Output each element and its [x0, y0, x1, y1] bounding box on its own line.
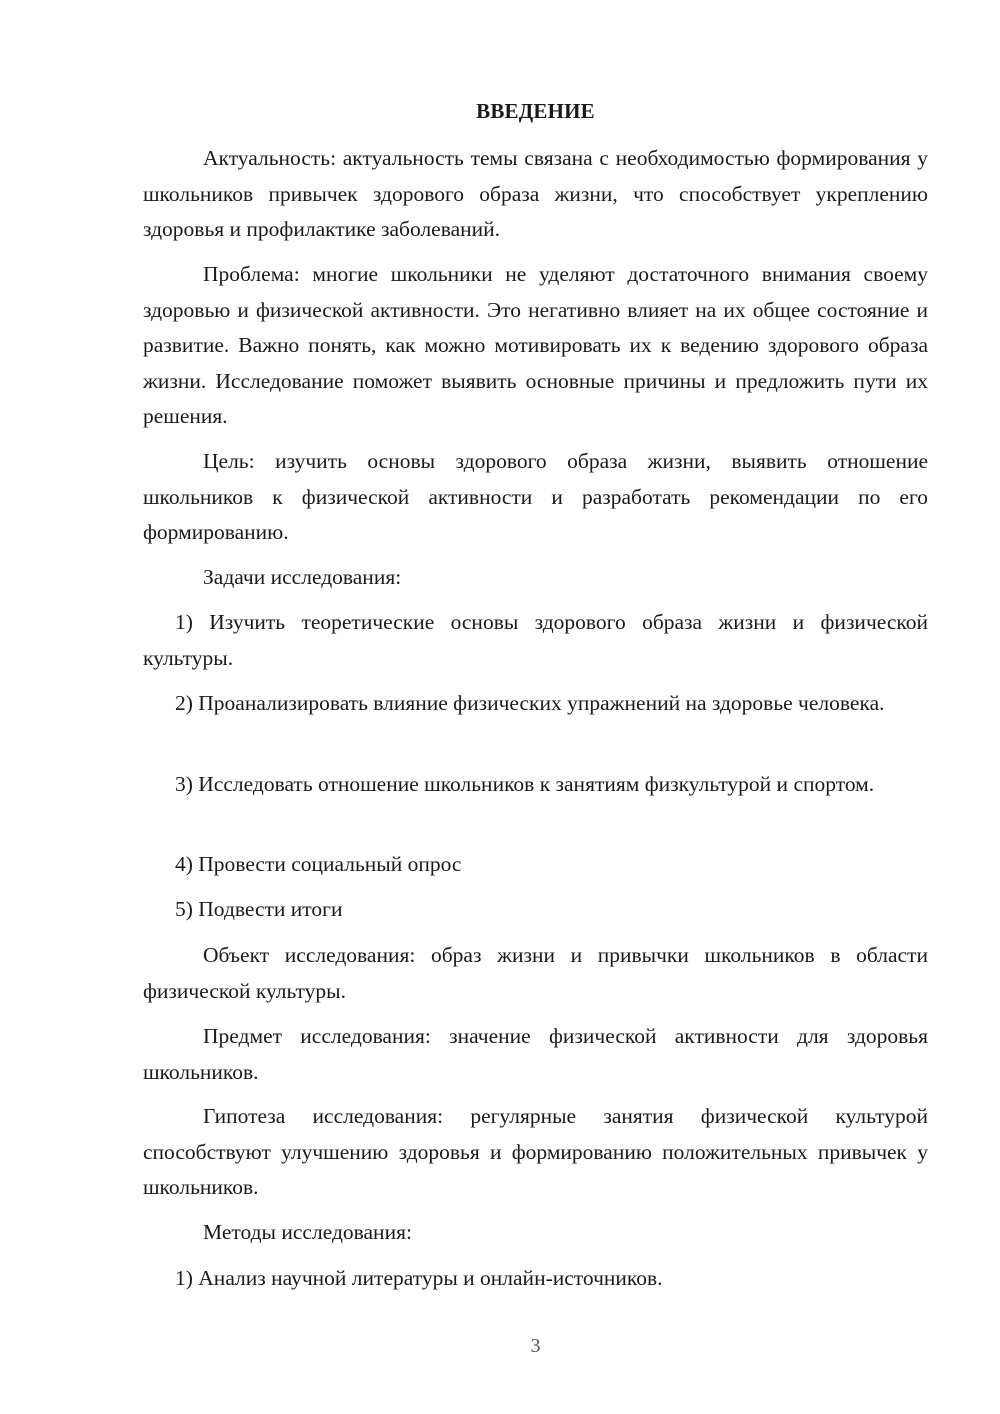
paragraph-hypothesis: Гипотеза исследования: регулярные занятия физической культурой способствуют улучшению здоровья и формированию положительных привычек у школьников. [143, 1104, 928, 1200]
list-item-task-2: 2) Проанализировать влияние физических упражнений на здоровье человека. [175, 691, 885, 715]
page-number: 3 [530, 1335, 541, 1357]
paragraph-subject: Предмет исследования: значение физической активности для здоровья школьников. [143, 1024, 928, 1084]
list-item-task-4: 4) Провести социальный опрос [175, 852, 462, 876]
paragraph-goal: Цель: изучить основы здорового образа жизни, выявить отношение школьников к физической активности и разработать рекомендации по его формированию. [143, 449, 928, 545]
paragraph-relevance: Актуальность: актуальность темы связана с необходимостью формирования у школьников привычек здорового образа жизни, что способствует укреплению здоровья и профилактике заболеваний. [143, 146, 928, 242]
paragraph-methods-heading: Методы исследования: [203, 1220, 412, 1244]
list-item-task-3: 3) Исследовать отношение школьников к занятиям физкультурой и спортом. [175, 772, 875, 796]
paragraph-object: Объект исследования: образ жизни и привычки школьников в области физической культуры. [143, 943, 928, 1003]
list-item-task-1: 1) Изучить теоретические основы здорового образа жизни и физической культуры. [143, 610, 928, 670]
document-page [143, 0, 928, 1414]
list-item-task-5: 5) Подвести итоги [175, 897, 343, 921]
paragraph-problem: Проблема: многие школьники не уделяют достаточного внимания своему здоровью и физической активности. Это негативно влияет на их общее состояние и развитие. Важно понять, как можно мотивировать их к ведению здорового образа жизни. Исследование поможет выявить основные причины и предложить пути их решения. [143, 262, 928, 429]
list-item-method-1: 1) Анализ научной литературы и онлайн-источников. [175, 1266, 663, 1290]
paragraph-tasks-heading: Задачи исследования: [203, 565, 402, 589]
section-title: ВВЕДЕНИЕ [476, 99, 595, 123]
